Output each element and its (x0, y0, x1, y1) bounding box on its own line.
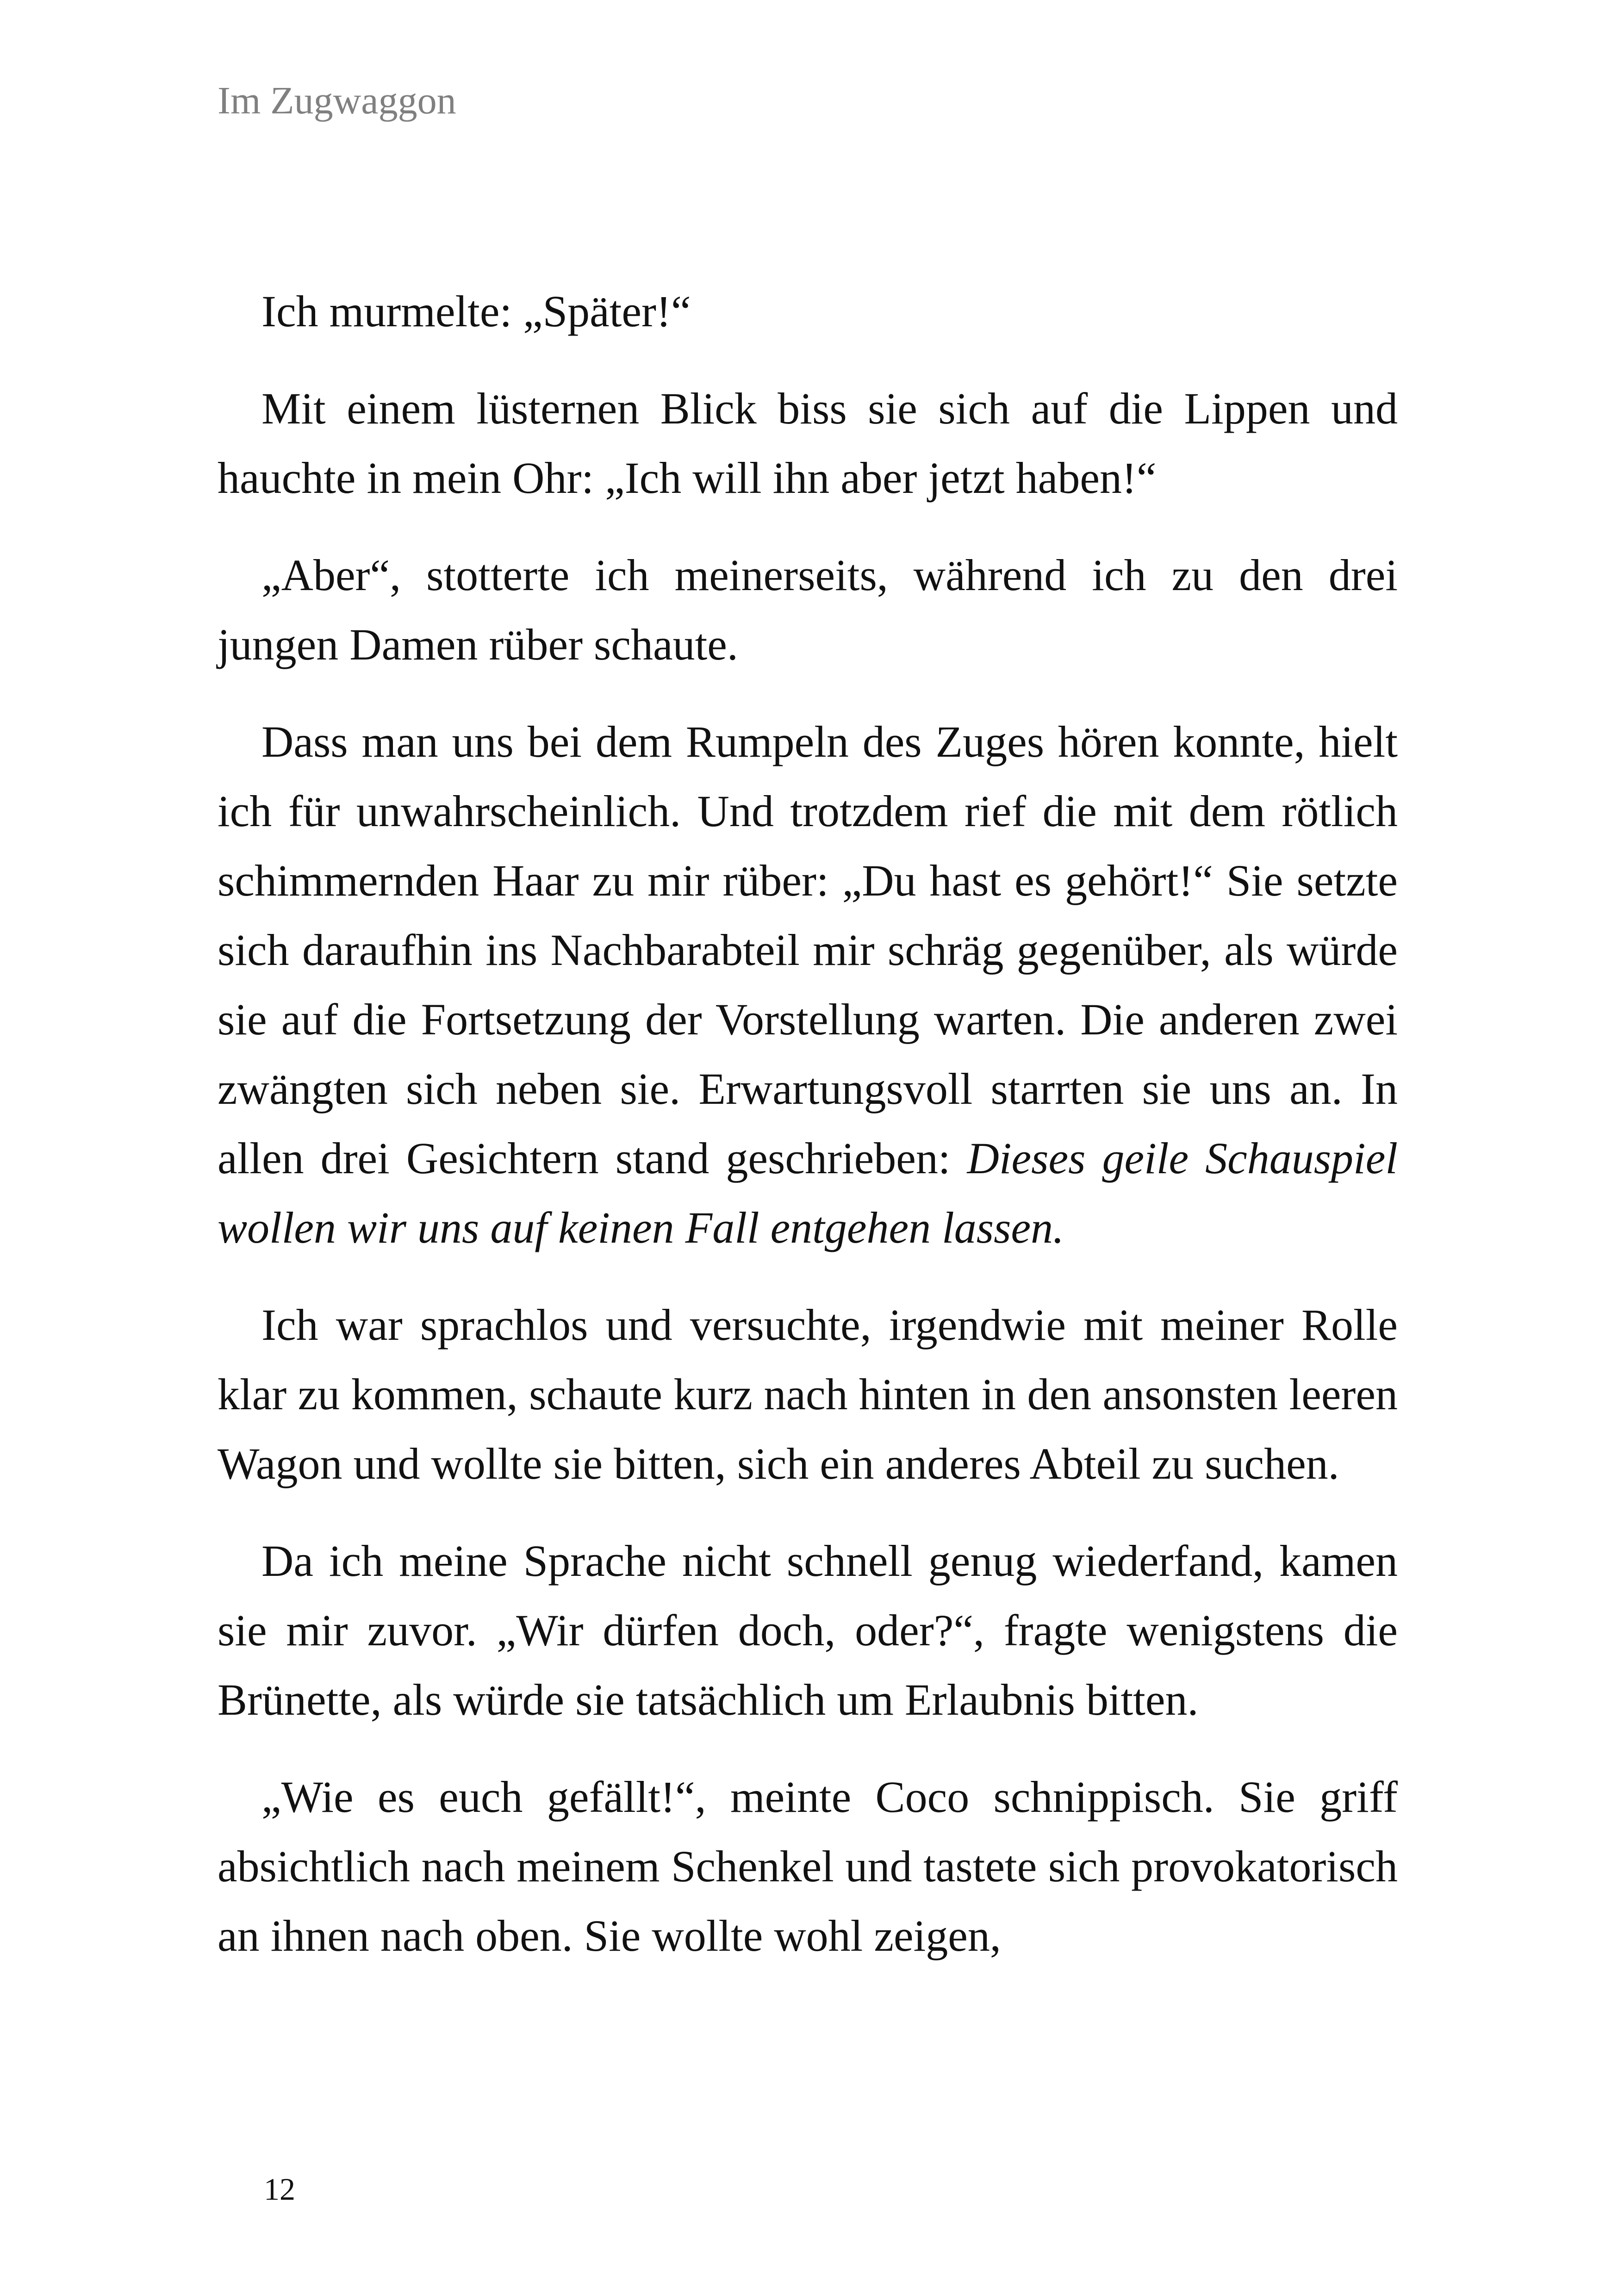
running-header: Im Zugwaggon (218, 79, 456, 122)
body-text (218, 277, 1398, 1971)
paragraph-text: Dass man uns bei dem Rumpeln des Zuges hören konnte, hielt ich für unwahrscheinlich. Und trotzdem rief die mit dem rötlich schimmernden Haar zu mir rüber: „Du hast es gehört!“ Sie setzte sich daraufhin ins Nachbarabteil mir schräg gegenüber, als würde sie auf die Fortsetzung der Vorstellung warten. Die anderen zwei zwängten sich neben sie. Erwartungsvoll starrten sie uns an. In allen drei Gesichtern stand geschrieben: (218, 717, 1398, 1183)
paragraph: Da ich meine Sprache nicht schnell genug wiederfand, kamen sie mir zuvor. „Wir dürfen doch, oder?“, fragte wenigstens die Brünette, als würde sie tatsächlich um Erlaubnis bitten. (218, 1536, 1398, 1724)
paragraph (218, 707, 1398, 1263)
paragraph: Ich murmelte: „Später!“ (261, 286, 691, 336)
paragraph: Mit einem lüsternen Blick biss sie sich auf die Lippen und hauchte in mein Ohr: „Ich will ihn aber jetzt haben!“ (218, 384, 1398, 503)
paragraph: „Aber“, stotterte ich meinerseits, während ich zu den drei jungen Damen rüber schaute. (218, 550, 1398, 669)
paragraph: Ich war sprachlos und versuchte, irgendwie mit meiner Rolle klar zu kommen, schaute kurz nach hinten in den ansonsten leeren Wagon und wollte sie bitten, sich ein anderes Abteil zu suchen. (218, 1300, 1398, 1488)
page-number: 12 (264, 2172, 295, 2207)
paragraph: „Wie es euch gefällt!“, meinte Coco schnippisch. Sie griff absichtlich nach meinem Schenkel und tastete sich provokatorisch an ihnen nach oben. Sie wollte wohl zeigen, (218, 1772, 1398, 1960)
italic-thought: Dieses geile Schauspiel wollen wir uns auf keinen Fall entgehen lassen. (218, 1133, 1398, 1252)
